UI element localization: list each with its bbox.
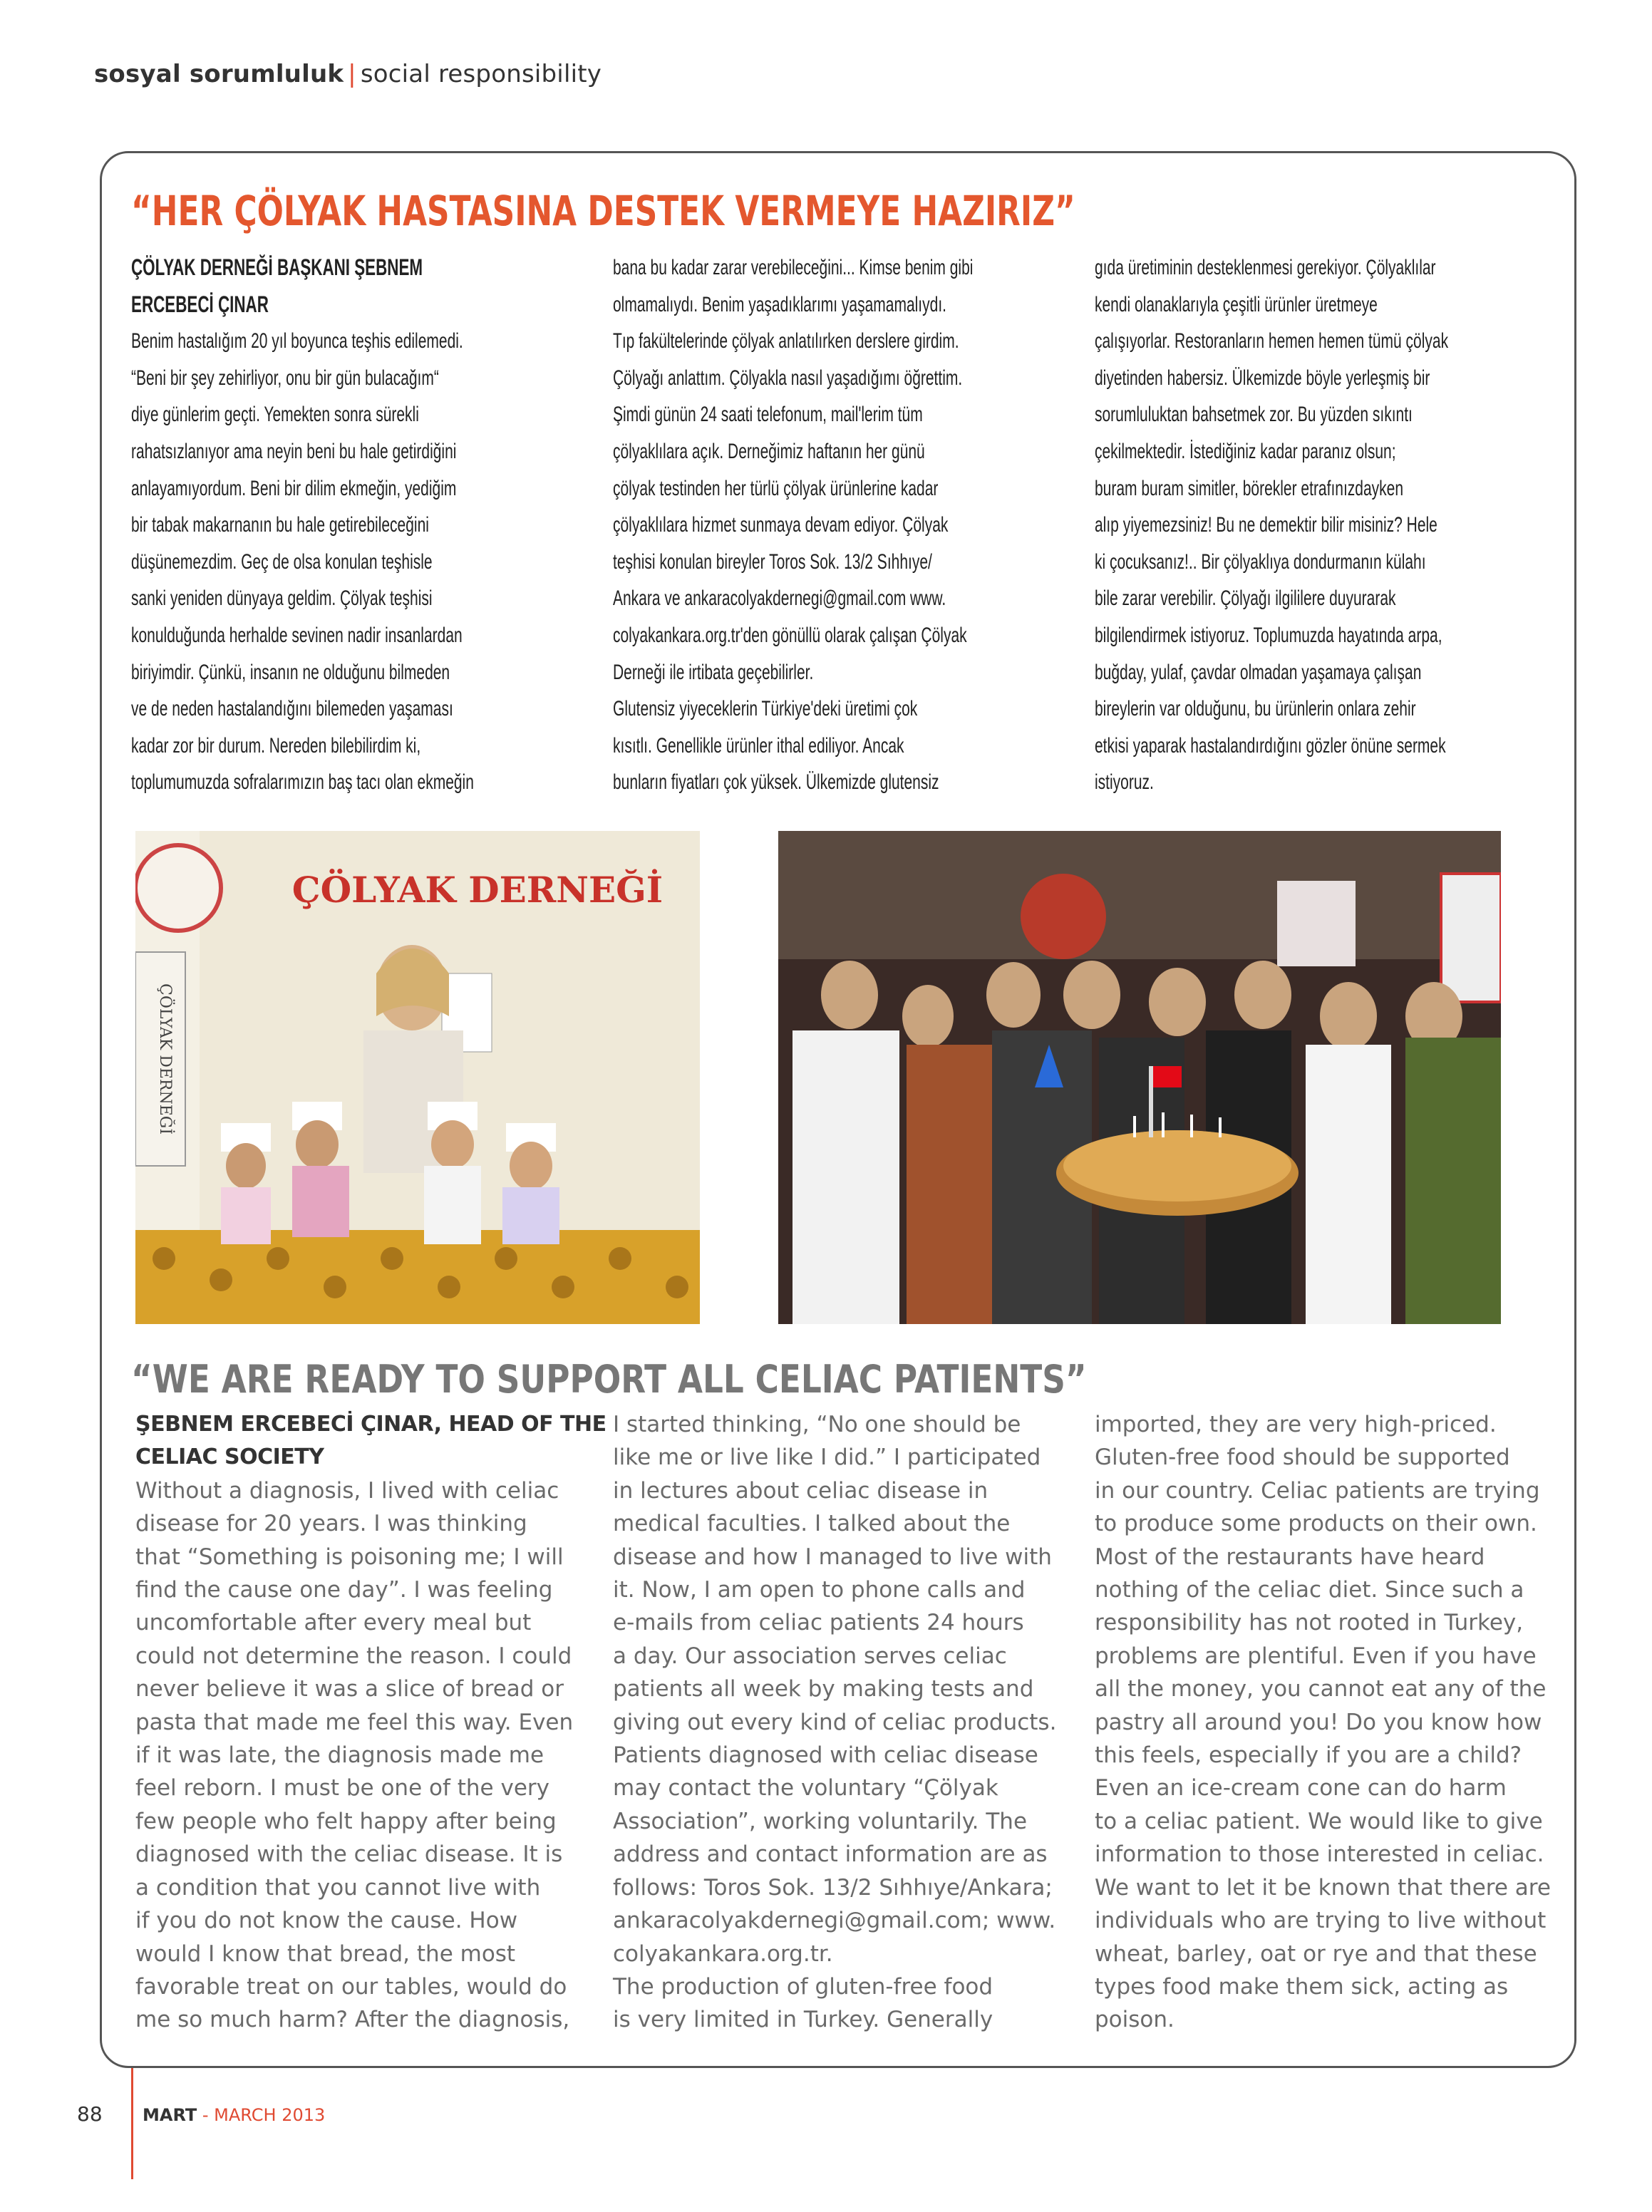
text-line: colyakankara.org.tr. bbox=[613, 1940, 833, 1967]
text-line: types food make them sick, acting as bbox=[1095, 1973, 1509, 2000]
text-line: toplumumuzda sofralarımızın baş tacı olan ekmeğin bbox=[131, 770, 474, 795]
text-line: Glutensiz yiyeceklerin Türkiye'deki üretimi çok bbox=[613, 697, 918, 721]
text-line: if it was late, the diagnosis made me bbox=[135, 1742, 544, 1769]
text-line: follows: Toros Sok. 13/2 Sıhhıye/Ankara; bbox=[613, 1874, 1053, 1901]
text-line: patients all week by making tests and bbox=[613, 1676, 1034, 1702]
text-line: buram buram simitler, börekler etrafınızdayken bbox=[1095, 476, 1404, 500]
text-line: individuals who are trying to live without bbox=[1095, 1908, 1547, 1934]
text-line: çalışıyorlar. Restoranların hemen hemen tümü çölyak bbox=[1095, 329, 1449, 353]
text-line: medical faculties. I talked about the bbox=[613, 1511, 1011, 1537]
footer-divider bbox=[131, 2068, 133, 2179]
text-line: a condition that you cannot live with bbox=[135, 1874, 541, 1901]
text-line: problems are plentiful. Even if you have bbox=[1095, 1643, 1537, 1669]
en-column-3 bbox=[1095, 1408, 1551, 2037]
section-header-tr: sosyal sorumluluk bbox=[94, 60, 344, 88]
section-header bbox=[94, 60, 602, 88]
photo-banner-text: ÇÖLYAK DERNEĞİ bbox=[156, 983, 174, 1135]
tr-column-2 bbox=[613, 249, 973, 801]
text-line: The production of gluten-free food bbox=[613, 1973, 993, 2000]
photo-celebration-cake bbox=[778, 831, 1501, 1324]
text-line: ankaracolyakdernegi@gmail.com; www. bbox=[613, 1908, 1056, 1934]
issue-month-tr: MART bbox=[143, 2105, 197, 2125]
text-line: konulduğunda herhalde sevinen nadir insanlardan bbox=[131, 623, 463, 647]
text-line: to a celiac patient. We would like to give bbox=[1095, 1808, 1543, 1834]
text-line: biriyimdir. Çünkü, insanın ne olduğunu bilmeden bbox=[131, 660, 450, 684]
text-line: may contact the voluntary “Çölyak bbox=[613, 1775, 998, 1802]
text-line: all the money, you cannot eat any of the bbox=[1095, 1676, 1547, 1702]
text-line: Çölyağı anlattım. Çölyakla nasıl yaşadığımı öğrettim. bbox=[613, 366, 963, 390]
text-line: disease for 20 years. I was thinking bbox=[135, 1511, 527, 1537]
text-line: Association”, working voluntarily. The bbox=[613, 1808, 1028, 1834]
text-line: pasta that made me feel this way. Even bbox=[135, 1709, 574, 1735]
text-line: address and contact information are as bbox=[613, 1841, 1048, 1868]
text-line: pastry all around you! Do you know how bbox=[1095, 1709, 1542, 1735]
text-line: bile zarar verebilir. Çölyağı ilgililere duyurarak bbox=[1095, 586, 1396, 611]
photo-children-chefs bbox=[135, 831, 700, 1324]
text-line: never believe it was a slice of bread or bbox=[135, 1676, 564, 1702]
text-line: bana bu kadar zarar verebileceğini... Kimse benim gibi bbox=[613, 256, 974, 279]
text-line: Patients diagnosed with celiac disease bbox=[613, 1742, 1038, 1769]
text-line: if you do not know the cause. How bbox=[135, 1908, 518, 1934]
text-line: information to those interested in celiac. bbox=[1095, 1841, 1544, 1868]
text-line: giving out every kind of celiac products. bbox=[613, 1709, 1057, 1735]
text-line: imported, they are very high-priced. bbox=[1095, 1412, 1497, 1437]
text-line: Gluten-free food should be supported bbox=[1095, 1444, 1510, 1471]
text-line: feel reborn. I must be one of the very bbox=[135, 1775, 549, 1802]
text-line: Most of the restaurants have heard bbox=[1095, 1544, 1485, 1570]
en-article-title: “WE ARE READY TO SUPPORT ALL CELIAC PATIENTS” bbox=[131, 1357, 1087, 1402]
en-column-2 bbox=[613, 1408, 1056, 2037]
text-line: Şimdi günün 24 saati telefonum, mail'lerim tüm bbox=[613, 403, 923, 427]
text-line: is very limited in Turkey. Generally bbox=[613, 2007, 993, 2033]
text-line: sorumluluktan bahsetmek zor. Bu yüzden sıkıntı bbox=[1095, 403, 1413, 427]
text-line: gıda üretiminin desteklenmesi gerekiyor. Çölyaklılar bbox=[1095, 256, 1436, 279]
page-number: 88 bbox=[77, 2102, 103, 2126]
text-line: bir tabak makarnanın bu hale getirebileceğini bbox=[131, 513, 429, 537]
text-line: e-mails from celiac patients 24 hours bbox=[613, 1610, 1024, 1636]
text-line: kısıtlı. Genellikle ürünler ithal ediliyor. Ancak bbox=[613, 733, 904, 758]
text-line: düşünemezdim. Geç de olsa konulan teşhisle bbox=[131, 549, 433, 574]
text-line: nothing of the celiac diet. Since such a bbox=[1095, 1577, 1524, 1603]
byline: CELIAC SOCIETY bbox=[135, 1444, 324, 1470]
issue-month-en: - MARCH 2013 bbox=[202, 2105, 326, 2125]
text-line: We want to let it be known that there are bbox=[1095, 1874, 1551, 1901]
text-line: wheat, barley, oat or rye and that these bbox=[1095, 1940, 1537, 1967]
text-line: çölyak testinden her türlü çölyak ürünlerine kadar bbox=[613, 476, 939, 500]
text-line: in our country. Celiac patients are trying bbox=[1095, 1477, 1540, 1504]
text-line: Even an ice-cream cone can do harm bbox=[1095, 1775, 1507, 1802]
text-line: uncomfortable after every meal but bbox=[135, 1610, 532, 1636]
byline: ERCEBECİ ÇINAR bbox=[131, 291, 269, 317]
text-line: “Beni bir şey zehirliyor, onu bir gün bulacağım“ bbox=[131, 366, 439, 390]
text-line: Tıp fakültelerinde çölyak anlatılırken derslere girdim. bbox=[613, 329, 959, 353]
text-line: rahatsızlanıyor ama neyin beni bu hale getirdiğini bbox=[131, 439, 457, 463]
text-line: colyakankara.org.tr'den gönüllü olarak çalışan Çölyak bbox=[613, 623, 967, 647]
section-header-en: social responsibility bbox=[360, 60, 602, 88]
text-line: Derneği ile irtibata geçebilirler. bbox=[613, 660, 814, 684]
text-line: anlayamıyordum. Beni bir dilim ekmeğin, yediğim bbox=[131, 476, 457, 500]
text-line: ve de neden hastalandığını bilemeden yaşaması bbox=[131, 697, 453, 721]
text-line: Ankara ve ankaracolyakdernegi@gmail.com www. bbox=[613, 586, 946, 611]
text-line: etkisi yaparak hastalandırdığını gözler önüne sermek bbox=[1095, 733, 1446, 758]
text-line: ki çocuksanız!.. Bir çölyaklıya dondurmanın külahı bbox=[1095, 549, 1426, 574]
text-line: me so much harm? After the diagnosis, bbox=[135, 2007, 570, 2033]
photo-sign-text: ÇÖLYAK DERNEĞİ bbox=[291, 869, 664, 911]
text-line: that “Something is poisoning me; I will bbox=[135, 1544, 564, 1570]
byline: ŞEBNEM ERCEBECİ ÇINAR, HEAD OF THE bbox=[135, 1412, 606, 1437]
text-line: çölyaklılara açık. Derneğimiz haftanın her günü bbox=[613, 439, 925, 463]
text-line: diagnosed with the celiac disease. It is bbox=[135, 1841, 563, 1868]
text-line: favorable treat on our tables, would do bbox=[135, 1973, 567, 2000]
text-line: buğday, yulaf, çavdar olmadan yaşamaya çalışan bbox=[1095, 660, 1422, 684]
text-line: a day. Our association serves celiac bbox=[613, 1643, 1007, 1669]
text-line: sanki yeniden dünyaya geldim. Çölyak teşhisi bbox=[131, 586, 433, 611]
en-column-1 bbox=[135, 1408, 606, 2037]
text-line: Without a diagnosis, I lived with celiac bbox=[135, 1477, 559, 1504]
text-line: istiyoruz. bbox=[1095, 770, 1154, 795]
text-line: poison. bbox=[1095, 2007, 1175, 2033]
text-line: few people who felt happy after being bbox=[135, 1808, 557, 1834]
text-line: I started thinking, “No one should be bbox=[613, 1412, 1021, 1437]
tr-column-1 bbox=[131, 249, 474, 801]
text-line: çölyaklılara hizmet sunmaya devam ediyor. Çölyak bbox=[613, 513, 949, 537]
text-line: bireylerin var olduğunu, bu ürünlerin onlara zehir bbox=[1095, 697, 1416, 721]
text-line: kendi olanaklarıyla çeşitli ürünler üretmeye bbox=[1095, 292, 1378, 316]
issue-date bbox=[143, 2105, 325, 2125]
tr-article-title: “HER ÇÖLYAK HASTASINA DESTEK VERMEYE HAZIRIZ” bbox=[131, 187, 1075, 235]
text-line: in lectures about celiac disease in bbox=[613, 1477, 988, 1504]
text-line: diye günlerim geçti. Yemekten sonra sürekli bbox=[131, 403, 419, 427]
text-line: olmamalıydı. Benim yaşadıklarımı yaşamamalıydı. bbox=[613, 292, 946, 316]
text-line: çekilmektedir. İstediğiniz kadar paranız olsun; bbox=[1095, 439, 1396, 463]
text-line: Benim hastalığım 20 yıl boyunca teşhis edilemedi. bbox=[131, 329, 463, 353]
text-line: alıp yiyemezsiniz! Bu ne demektir bilir misiniz? Hele bbox=[1095, 513, 1437, 537]
text-line: disease and how I managed to live with bbox=[613, 1544, 1052, 1570]
text-line: bunların fiyatları çok yüksek. Ülkemizde glutensiz bbox=[613, 770, 939, 795]
text-line: teşhisi konulan bireyler Toros Sok. 13/2 Sıhhıye/ bbox=[613, 549, 932, 574]
text-line: responsibility has not rooted in Turkey, bbox=[1095, 1610, 1524, 1636]
text-line: like me or live like I did.” I participated bbox=[613, 1444, 1041, 1471]
text-line: could not determine the reason. I could bbox=[135, 1643, 572, 1669]
text-line: this feels, especially if you are a child? bbox=[1095, 1742, 1522, 1769]
byline: ÇÖLYAK DERNEĞİ BAŞKANI ŞEBNEM bbox=[131, 254, 423, 280]
text-line: kadar zor bir durum. Nereden bilebilirdim ki, bbox=[131, 733, 421, 758]
text-line: bilgilendirmek istiyoruz. Toplumuzda hayatında arpa, bbox=[1095, 623, 1442, 647]
section-header-separator: | bbox=[348, 60, 356, 88]
text-line: diyetinden habersiz. Ülkemizde böyle yerleşmiş bir bbox=[1095, 366, 1430, 390]
tr-column-3 bbox=[1095, 249, 1448, 801]
text-line: it. Now, I am open to phone calls and bbox=[613, 1577, 1026, 1603]
text-line: to produce some products on their own. bbox=[1095, 1511, 1537, 1537]
text-line: would I know that bread, the most bbox=[135, 1940, 516, 1967]
text-line: find the cause one day”. I was feeling bbox=[135, 1577, 553, 1603]
